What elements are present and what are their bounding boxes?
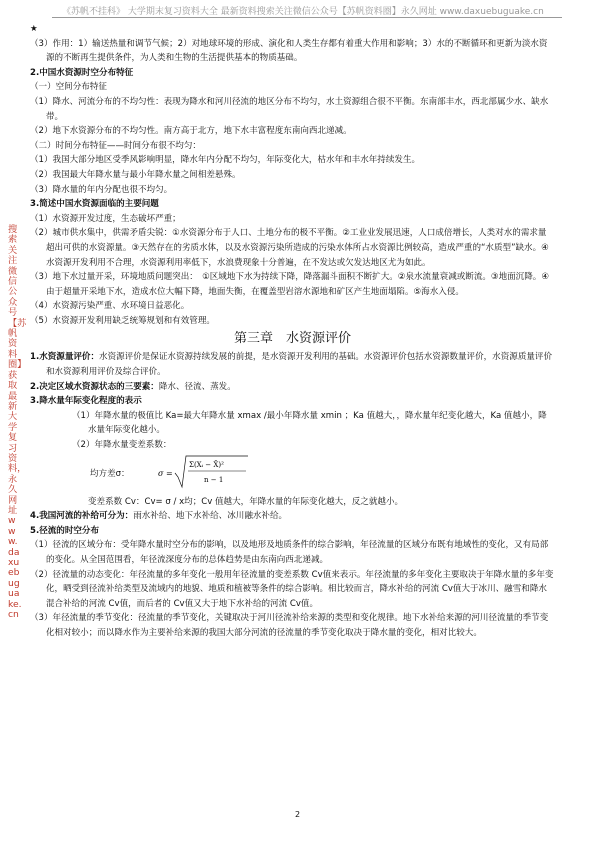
item-temporal-2: （2）我国最大年降水量与最小年降水量之间相差悬殊。 <box>30 169 241 180</box>
definition-2-text: 降水、径流、蒸发。 <box>158 381 236 392</box>
item-spatial-1: （1）降水、河流分布的不均匀性：表现为降水和河川径流的地区分布不均匀，水土资源组合很不平衡。东南部丰水，西北部属少水、缺水带。 <box>30 96 549 122</box>
std-label: 均方差σ： <box>90 468 130 479</box>
definition-1-label: 1.水资源量评价： <box>30 352 100 363</box>
subheading-temporal: （二）时间分布特征——时间分布很不均匀： <box>30 140 201 151</box>
definition-2 <box>30 380 555 395</box>
item-problem-3: （3）地下水过量开采，环境地质问题突出： ①区域地下水为持续下降，降落漏斗面积不断扩大。②泉水流量衰减或断流。③地面沉降。④由于超量开采地下水，造成水位大幅下降，地面失衡，在覆盖型岩溶水源地和矿区产生地面塌陷。⑤海水入侵。 <box>30 272 549 297</box>
item-temporal-3: （3）降水量的年内分配也很不均匀。 <box>30 184 173 195</box>
item-runoff-2: （2）径流量的动态变化：年径流量的多年变化一般用年径流量的变差系数 Cv值来表示。年径流量的多年变化主要取决于年降水量的多年变化，晒受到径流补给类型及流域内的地貌、地质和植被等条件的综合影响。相比较而言，降水补给的河流 Cv值大于冰川、融雪和降水混合补给的河流 Cv值，而后者的 Cv值又大于地下水补给的河流 Cv值。 <box>30 569 554 609</box>
item-problem-2: （2）城市供水集中，供需矛盾尖锐：①水资源分布于人口、土地分布的极不平衡。②工业业发展迅速，人口成倍增长，人类对水的需求量超出可供的水资源量。③天然存在的劣质水体，以及水资源污染所造成的污染水体所占水资源比例较高，造成严重的“水质型”缺水。④水资源开发利用不合理，水资源利用率低下，水浪费现象十分普遍，在不发达或欠发达地区尤为如此。 <box>30 228 549 268</box>
definition-4-text: 雨水补给、地下水补给、冰川融水补给。 <box>133 511 288 522</box>
side-watermark: 搜索关注微信公众号【苏帆资料圈】获取最新大学复习资料，永久网址www.daxuebuguake.cn <box>8 224 27 621</box>
definition-4 <box>30 509 555 524</box>
item-runoff-1: （1）径流的区域分布：受年降水量时空分布的影响，以及地形及地质条件的综合影响，年径流量的区域分布既有地域性的变化，又有局部的变化。从全国范围看，年径流深度分布的总体趋势是由东南向西北递减。 <box>30 540 549 565</box>
definition-1 <box>30 350 555 379</box>
page-number: 2 <box>294 810 301 819</box>
svg-text:σ =: σ = <box>158 468 173 478</box>
paragraph-role: （3）作用：1）输送热量和调节气候；2）对地球环境的形成、演化和人类生存都有着重大作用和影响；3）水的不断循环和更新为淡水资源的不断再生提供条件，为人类和生物的生活提供基本的物质基础。 <box>30 38 548 64</box>
item-variation-coefficient: （2）年降水量变差系数： <box>72 440 172 451</box>
item-extreme-ratio: （1）年降水量的极值比 Ka=最大年降水量 xmax /最小年降水量 xmin ；Ka 值越大，，降水量年纪变化越大，Ka 值越小，降水量年际变化越小。 <box>72 410 547 436</box>
svg-text:Σ(Xᵢ − X̄)²: Σ(Xᵢ − X̄)² <box>189 460 224 469</box>
std-formula-graphic <box>158 453 248 495</box>
item-runoff-3: （3）年径流量的季节变化：径流量的季节变化，关键取决于河川径流补给来源的类型和变化规律。地下水补给来源的河川径流量的季节变化相对较小；而以降水作为主要补给来源的我国大部分河流的径流量的季节变化取决于降水量的变化，相对比较大。 <box>30 613 549 638</box>
page-content <box>30 22 555 641</box>
item-problem-4: （4）水资源污染严重、水环境日益恶化。 <box>30 301 190 312</box>
heading-runoff: 5.径流的时空分布 <box>30 525 100 536</box>
std-formula <box>30 453 555 495</box>
definition-1-text: 水资源评价是保证水资源持续发展的前提，是水资源开发利用的基础。水资源评价包括水资源数量评价，水资源质量评价和水资源利用评价及综合评价。 <box>46 352 553 378</box>
item-problem-1: （1）水资源开发过度，生态破坏严重； <box>30 213 181 224</box>
heading-distribution: 2.中国水资源时空分布特征 <box>30 67 134 78</box>
item-temporal-1: （1）我国大部分地区受季风影响明显，降水年内分配不均匀，年际变化大，枯水年和丰水年持续发生。 <box>30 155 421 166</box>
item-problem-5: （5）水资源开发利用缺乏统筹规划和有效管理。 <box>30 315 215 326</box>
header-watermark: 《苏帆不挂科》 大学期末复习资料大全 最新资料搜索关注微信公众号【苏帆资料圈】永久网址 www.daxuebuguake.cn <box>62 7 544 17</box>
definition-2-label: 2.决定区域水资源状态的三要素： <box>30 381 159 392</box>
item-spatial-2: （2）地下水资源分布的不均匀性。南方高于北方，地下水丰富程度东南向西北递减。 <box>30 126 352 137</box>
header-divider <box>52 17 562 18</box>
svg-text:n − 1: n − 1 <box>204 475 224 484</box>
heading-precip-variation: 3.降水量年际变化程度的表示 <box>30 396 142 407</box>
subheading-spatial: （一）空间分布特征 <box>30 82 107 93</box>
definition-4-label: 4.我国河流的补给可分为： <box>30 511 134 522</box>
chapter-title: 第三章 水资源评价 <box>233 331 351 347</box>
star-mark: ★ <box>30 24 38 34</box>
heading-problems: 3.简述中国水资源面临的主要问题 <box>30 199 159 210</box>
item-cv: 变差系数 Cv：Cv= σ / x均；Cv 值越大，年降水量的年际变化越大，反之就越小。 <box>88 496 404 507</box>
